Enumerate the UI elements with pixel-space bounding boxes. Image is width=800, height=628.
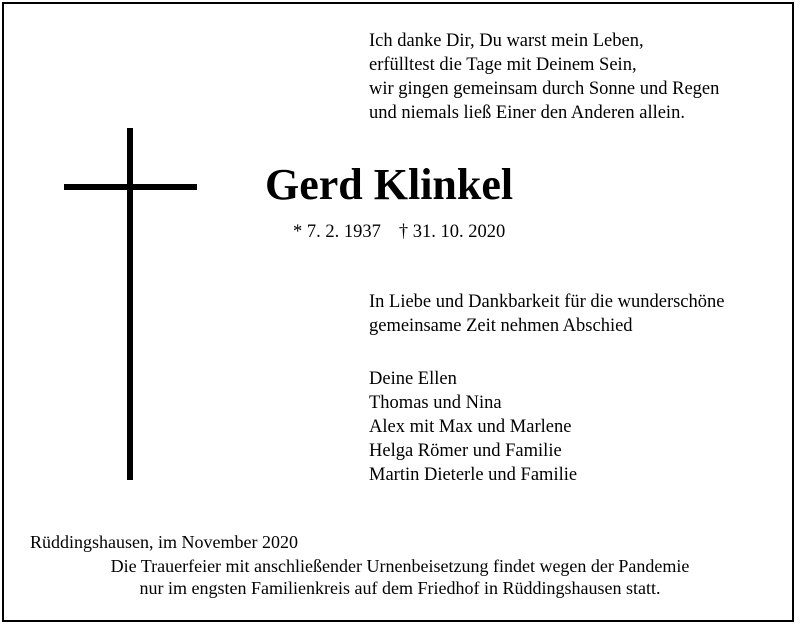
mourner: Alex mit Max und Marlene: [369, 417, 572, 437]
mourners-list: [369, 367, 577, 487]
tribute-line: gemeinsame Zeit nehmen Abschied: [369, 316, 633, 336]
poem: [369, 29, 719, 125]
deceased-name: Gerd Klinkel: [265, 160, 514, 209]
mourner: Helga Römer und Familie: [369, 441, 562, 461]
birth-date: * 7. 2. 1937: [293, 222, 381, 242]
poem-line: wir gingen gemeinsam durch Sonne und Regen: [369, 79, 720, 99]
mourner: Martin Dieterle und Familie: [369, 465, 578, 485]
mourner: Deine Ellen: [369, 369, 457, 389]
funeral-notice-line: nur im engsten Familienkreis auf dem Friedhof in Rüddingshausen statt.: [139, 578, 661, 598]
tribute-line: In Liebe und Dankbarkeit für die wunderschöne: [369, 292, 725, 312]
life-dates: [293, 220, 505, 244]
poem-line: erfülltest die Tage mit Deinem Sein,: [369, 55, 637, 75]
tribute-text: [369, 290, 724, 338]
cross-icon: [127, 128, 133, 480]
funeral-notice: [0, 555, 800, 599]
place-date: Rüddingshausen, im November 2020: [30, 532, 298, 552]
cross-icon-bar: [64, 184, 197, 190]
funeral-notice-line: Die Trauerfeier mit anschließender Urnenbeisetzung findet wegen der Pandemie: [110, 556, 690, 576]
death-date: † 31. 10. 2020: [398, 222, 506, 242]
poem-line: Ich danke Dir, Du warst mein Leben,: [369, 31, 644, 51]
mourner: Thomas und Nina: [369, 393, 502, 413]
poem-line: und niemals ließ Einer den Anderen allein.: [369, 103, 685, 123]
